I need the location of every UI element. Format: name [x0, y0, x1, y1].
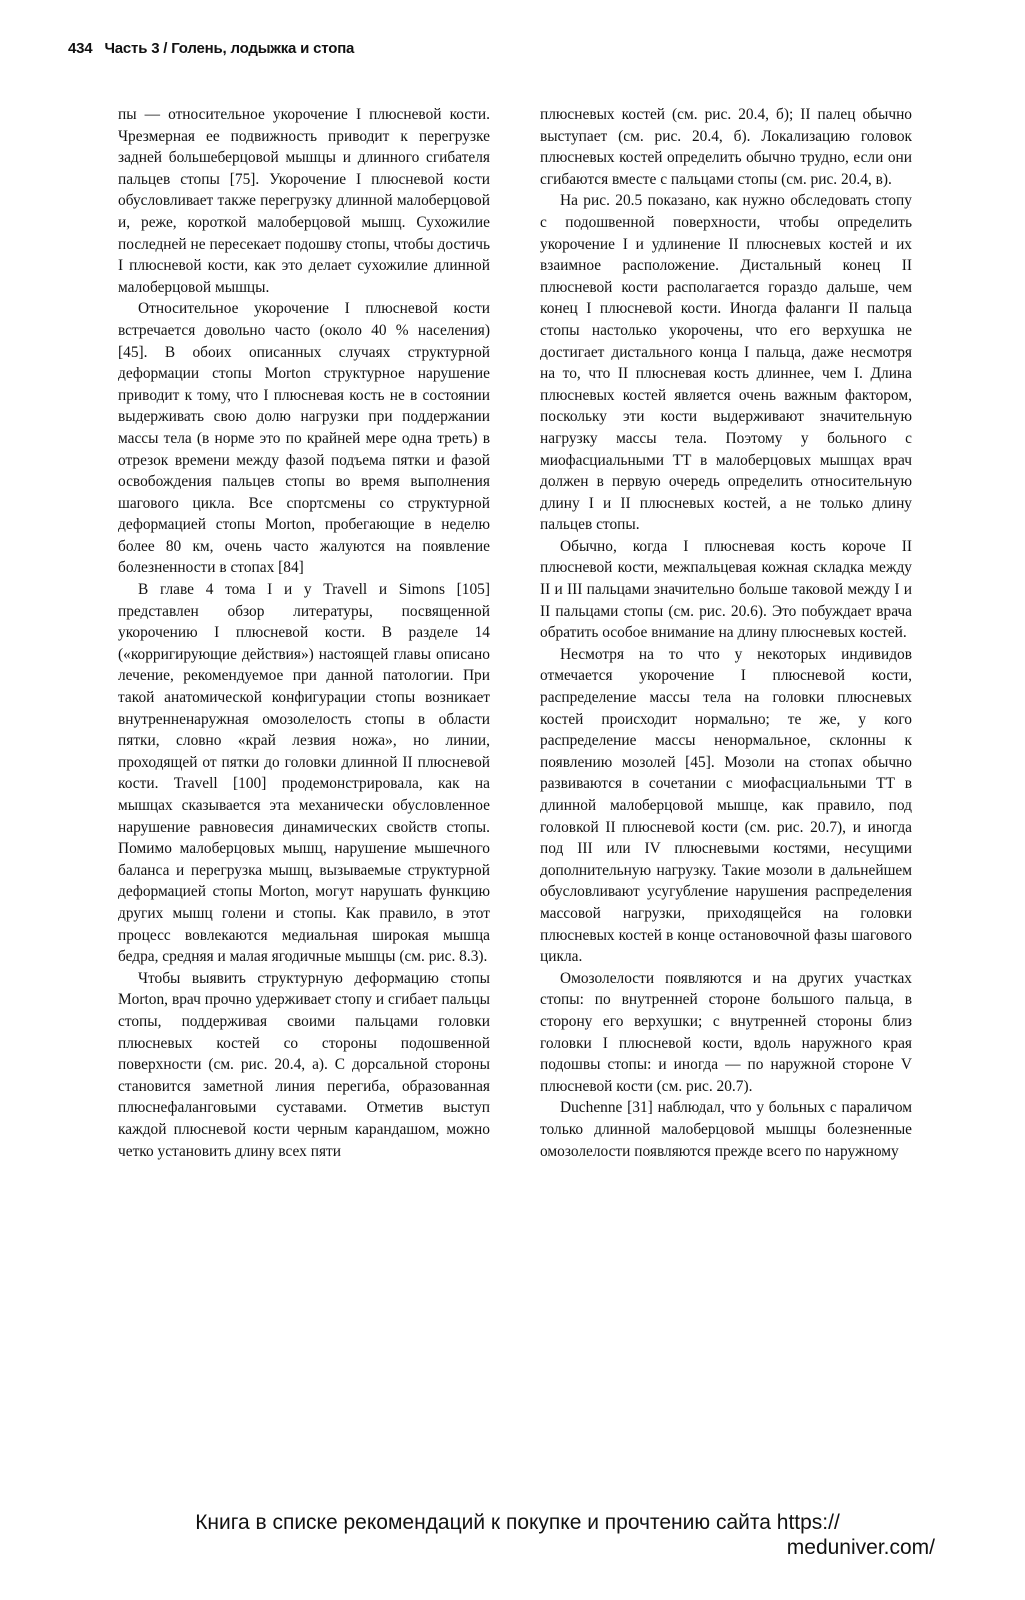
- paragraph: плюсневых костей (см. рис. 20.4, б); II палец обычно выступает (см. рис. 20.4, б). Локализацию головок плюсневых костей определить обычно трудно, если они сгибаются вместе с пальцами стопы (см. рис. 20.4, в).: [540, 106, 912, 188]
- watermark-footer: [100, 1510, 935, 1560]
- paragraph: Чтобы выявить структурную деформацию стопы Morton, врач прочно удерживает стопу и сгибает пальцы стопы, поддерживая своими пальцами головки плюсневых костей со стороны подошвенной поверхности (см. рис. 20.4, а). С дорсальной стороны становится заметной линия перегиба, образованная плюснефаланговыми суставами. Отметив выступ каждой плюсневой кости черным карандашом, можно четко установить длину всех пяти: [118, 969, 490, 1160]
- running-header: [68, 40, 354, 57]
- footer-link[interactable]: meduniver.com/: [786, 1536, 935, 1559]
- running-title: Часть 3 / Голень, лодыжка и стопа: [104, 40, 355, 57]
- page-number: 434: [68, 40, 93, 57]
- paragraph: Относительное укорочение I плюсневой кости встречается довольно часто (около 40 % населения) [45]. В обоих описанных случаях структурной деформации стопы Morton структурное нарушение приводит к тому, что I плюсневая кость не в состоянии выдерживать свою долю нагрузки при поддержании массы тела (в норме это по крайней мере одна треть) в отрезок времени между фазой подъема пятки и фазой освобождения пальцев стопы во время выполнения шагового цикла. Все спортсмены со структурной деформацией стопы Morton, пробегающие в неделю более 80 км, очень часто жалуются на появление болезненности в стопах [84]: [118, 300, 490, 577]
- paragraph: Обычно, когда I плюсневая кость короче II плюсневой кости, межпальцевая кожная складка между II и III пальцами значительно больше таковой между I и II пальцами стопы (см. рис. 20.6). Это побуждает врача обратить особое внимание на длину плюсневых костей.: [540, 537, 912, 642]
- paragraph: В главе 4 тома I и у Travell и Simons [105] представлен обзор литературы, посвященной укорочению I плюсневой кости. В разделе 14 («корригирующие действия») настоящей главы описано лечение, рекомендуемое при данной патологии. При такой анатомической конфигурации стопы возникает внутренненаружная омозолелость стопы в области пятки, словно «край лезвия ножа», но линии, проходящей от пятки до головки длинной II плюсневой кости. Travell [100] продемонстрировала, как на мышцах сказывается эта механически обусловленное нарушение равновесия динамических свойств стопы. Помимо малоберцовых мышц, нарушение мышечного баланса и перегрузка мышц, вызываемые структурной деформацией стопы Morton, могут нарушать функцию других мышц голени и стопы. Как правило, в этот процесс вовлекаются медиальная широкая мышца бедра, средняя и малая ягодичные мышцы (см. рис. 8.3).: [118, 581, 490, 966]
- right-text-column: [540, 104, 912, 1162]
- paragraph: пы — относительное укорочение I плюсневой кости. Чрезмерная ее подвижность приводит к перегрузке задней большеберцовой мышцы и длинного сгибателя пальцев стопы [75]. Укорочение I плюсневой кости обусловливает также перегрузку длинной малоберцовой и, реже, короткой малоберцовой мышц. Сухожилие последней не пересекает подошву стопы, чтобы достичь I плюсневой кости, как это делает сухожилие длинной малоберцовой мышцы.: [118, 106, 490, 296]
- paragraph: На рис. 20.5 показано, как нужно обследовать стопу с подошвенной поверхности, чтобы определить укорочение I и удлинение II плюсневых костей и их взаимное расположение. Дистальный конец II плюсневой кости располагается гораздо дальше, чем конец I плюсневой кости. Иногда фаланги II пальца стопы настолько укорочены, что его верхушка не достигает дистального конца I пальца, даже несмотря на то, что II плюсневая кость длиннее, чем I. Длина плюсневых костей является очень важным фактором, поскольку эти кости выдерживают значительную нагрузку массы тела. Поэтому у больного с миофасциальными ТТ в малоберцовых мышцах врач должен в первую очередь определить относительную длину I и II плюсневых костей, а не только длину пальцев стопы.: [540, 192, 912, 534]
- footer-line-1: Книга в списке рекомендаций к покупке и прочтению сайта https://: [195, 1511, 840, 1534]
- paragraph: Duchenne [31] наблюдал, что у больных с параличом только длинной малоберцовой мышцы болезненные омозолелости появляются прежде всего по наружному: [540, 1099, 912, 1160]
- paragraph: Омозолелости появляются и на других участках стопы: по внутренней стороне большого пальца, в сторону его верхушки; с внутренней стороны близ головки I плюсневой кости, вдоль наружного края подошвы стопы: и иногда — по наружной стороне V плюсневой кости (см. рис. 20.7).: [540, 969, 912, 1095]
- paragraph: Несмотря на то что у некоторых индивидов отмечается укорочение I плюсневой кости, распределение массы тела на головки плюсневых костей происходит нормально; те же, у кого распределение массы ненормальное, склонны к появлению мозолей [45]. Мозоли на стопах обычно развиваются в сочетании с миофасциальными ТТ в длинной малоберцовой мышце, как правило, под головкой II плюсневой кости (см. рис. 20.7), и иногда под III или IV плюсневыми костями, несущими дополнительную нагрузку. Такие мозоли в дальнейшем обусловливают усугубление нарушения распределения массовой нагрузки, приходящейся на головки плюсневых костей в конце остановочной фазы шагового цикла.: [540, 645, 912, 966]
- left-text-column: [118, 104, 490, 1162]
